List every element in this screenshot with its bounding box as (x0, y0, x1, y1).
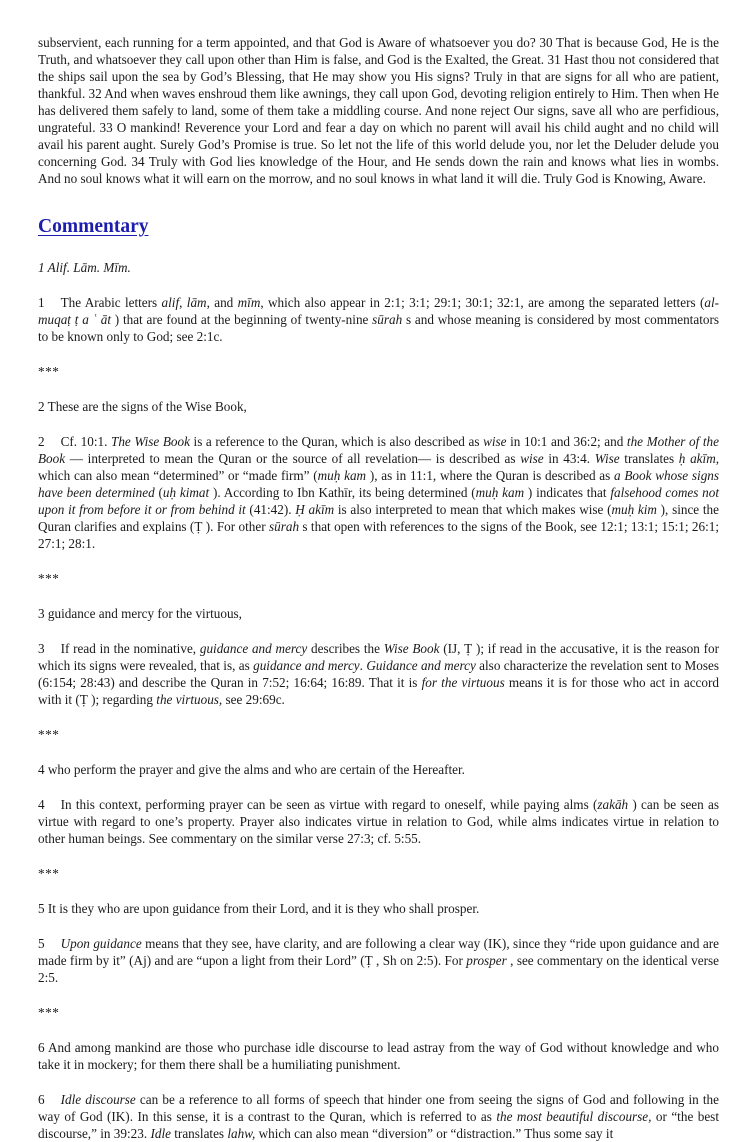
commentary-note-text: If read in the nominative, guidance and mercy describes the Wise Book (IJ, Ṭ ); if read in the accusative, it is the reason for which its signs were revealed, that is, as guidance and mercy. Guidance and mercy also characterize the revelation sent to Moses (6:154; 28:43) and describe the Quran in 7:52; 16:64; 16:89. That it is for the virtuous means it is for those who act in accord with it (Ṭ ); regarding the virtuous, see 29:69c. (38, 641, 719, 707)
commentary-note (38, 935, 719, 986)
verse-line (38, 398, 719, 415)
commentary-note-number: 3 (38, 641, 45, 656)
verse-line (38, 259, 719, 276)
section-separator: *** (38, 1005, 60, 1020)
verse-number: 6 (38, 1040, 45, 1055)
verse-line (38, 605, 719, 622)
commentary-note (38, 1091, 719, 1142)
section-separator: *** (38, 364, 60, 379)
section-separator: *** (38, 727, 60, 742)
section-separator: *** (38, 866, 60, 881)
verse-number: 2 (38, 399, 45, 414)
verse-number: 1 (38, 260, 45, 275)
section-separator: *** (38, 571, 60, 586)
commentary-note (38, 640, 719, 708)
verse-text: who perform the prayer and give the alms and who are certain of the Hereafter. (44, 762, 465, 777)
commentary-entries (38, 259, 719, 1142)
verse-number: 4 (38, 762, 45, 777)
page-title: Commentary (38, 216, 149, 237)
verse-text: Alif. Lām. Mīm. (44, 260, 131, 275)
verse-line (38, 761, 719, 778)
commentary-note-text: The Arabic letters alif, lām, and mīm, which also appear in 2:1; 3:1; 29:1; 30:1; 32:1, are among the separated letters (al-muqaṭ ṭ a ʿ āt ) that are found at the beginning of twenty-nine sūrah s and whose meaning is considered by most commentators to be known only to God; see 2:1c. (38, 295, 719, 344)
commentary-note-number: 4 (38, 797, 45, 812)
verse-line (38, 1039, 719, 1073)
commentary-note-number: 1 (38, 295, 45, 310)
opening-passage: subservient, each running for a term appointed, and that God is Aware of whatsoever you do? 30 That is because God, He is the Truth, and whatsoever they call upon other than Him is false, and God is the Exalted, the Great. 31 Hast thou not considered that the ships sail upon the sea by God’s Blessing, that He may show you His signs? Truly in that are signs for all who are patient, thankful. 32 And when waves enshroud them like awnings, they call upon God, devoting religion entirely to Him. Then when He has delivered them safely to land, some of them take a middling course. And none reject Our signs, save all who are perfidious, ungrateful. 33 O mankind! Reverence your Lord and fear a day on which no parent will avail his child aught and no child will avail his parent aught. Surely God’s Promise is true. So let not the life of this world delude you, nor let the Deluder delude you concerning God. 34 Truly with God lies knowledge of the Hour, and He sends down the rain and knows what lies in wombs. And no soul knows what it will earn on the morrow, and no soul knows in what land it will die. Truly God is Knowing, Aware. (38, 35, 719, 186)
commentary-note-number: 2 (38, 434, 45, 449)
commentary-note-text: In this context, performing prayer can be seen as virtue with regard to oneself, while paying alms (zakāh ) can be seen as virtue with regard to one’s property. Prayer also indicates virtue in relation to God, while alms indicates virtue in relation to other human beings. See commentary on the similar verse 27:3; cf. 5:55. (38, 797, 720, 846)
verse-text: These are the signs of the Wise Book, (44, 399, 247, 414)
verse-text: And among mankind are those who purchase idle discourse to lead astray from the way of God without knowledge and who take it in mockery; for them there shall be a humiliating punishment. (38, 1040, 719, 1072)
commentary-note (38, 294, 719, 345)
commentary-note (38, 433, 719, 552)
verse-number: 3 (38, 606, 45, 621)
commentary-note-text: Cf. 10:1. The Wise Book is a reference to the Quran, which is also described as wise in 10:1 and 36:2; and the Mother of the Book — interpreted to mean the Quran or the source of all revelation— is described as wise in 43:4. Wise translates ḥ akīm, which can also mean “determined” or “made firm” (muḥ kam ), as in 11:1, where the Quran is described as a Book whose signs have been determined (uḥ kimat ). According to Ibn Kathīr, its being determined (muḥ kam ) indicates that falsehood comes not upon it from before it or from behind it (41:42). Ḥ akīm is also interpreted to mean that which makes wise (muḥ kim ), since the Quran clarifies and explains (Ṭ ). For other sūrah s that open with references to the signs of the Book, see 12:1; 13:1; 15:1; 26:1; 27:1; 28:1. (38, 434, 720, 551)
commentary-note-text: Upon guidance means that they see, have clarity, and are following a clear way (IK), since they “ride upon guidance and are made firm by it” (Aj) and are “upon a light from their Lord” (Ṭ , Sh on 2:5). For prosper , see commentary on the identical verse 2:5. (38, 936, 719, 985)
verse-line (38, 900, 719, 917)
verse-text: It is they who are upon guidance from their Lord, and it is they who shall prosper. (44, 901, 480, 916)
commentary-note (38, 796, 719, 847)
verse-text: guidance and mercy for the virtuous, (44, 606, 242, 621)
commentary-note-text: Idle discourse can be a reference to all forms of speech that hinder one from seeing the signs of God and following in the way of God (IK). In this sense, it is a contrast to the Quran, which is referred to as the most beautiful discourse, or “the best discourse,” in 39:23. Idle translates lahw, which can also mean “diversion” or “distraction.” Thus some say it (38, 1092, 719, 1141)
commentary-note-number: 6 (38, 1092, 45, 1107)
commentary-heading-wrap (38, 193, 719, 259)
commentary-note-number: 5 (38, 936, 45, 951)
verse-number: 5 (38, 901, 45, 916)
